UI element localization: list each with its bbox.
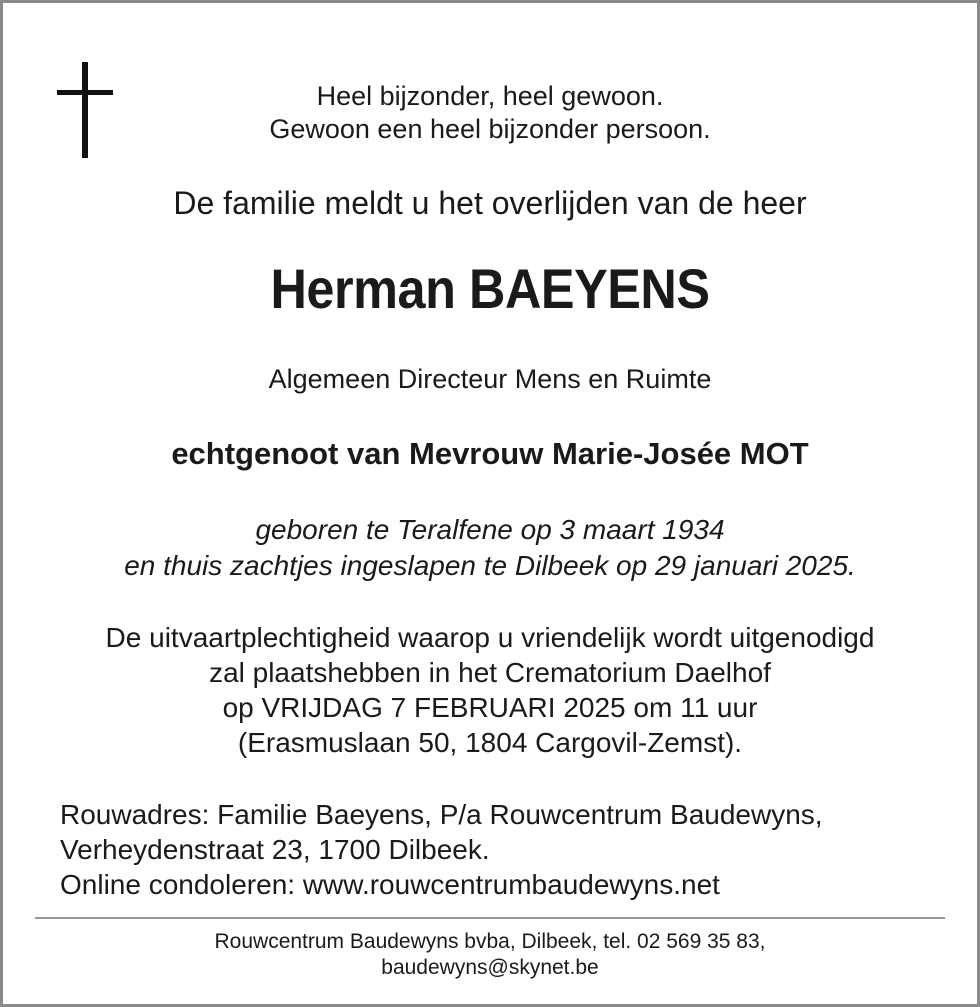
footer-email[interactable]: baudewyns@skynet.be [381, 956, 599, 979]
service-line-1: De uitvaartplechtigheid waarop u vriendelijk wordt uitgenodigd [105, 622, 875, 653]
online-condolence-link[interactable]: Online condoleren: www.rouwcentrumbaudewyns.net [60, 869, 720, 900]
condolence-address [60, 797, 823, 902]
service-line-2: zal plaatshebben in het Crematorium Daelhof [209, 657, 771, 688]
motto [45, 80, 935, 146]
address-line-1: Rouwadres: Familie Baeyens, P/a Rouwcentrum Baudewyns, [60, 799, 823, 830]
service-line-3: op VRIJDAG 7 FEBRUARI 2025 om 11 uur [222, 692, 758, 723]
footer-line-1: Rouwcentrum Baudewyns bvba, Dilbeek, tel. 02 569 35 83, [214, 930, 766, 953]
spouse-line: echtgenoot van Mevrouw Marie-Josée MOT [171, 436, 809, 471]
death-line: en thuis zachtjes ingeslapen te Dilbeek op 29 januari 2025. [124, 550, 856, 581]
service-details [0, 620, 980, 760]
life-dates [0, 512, 980, 584]
motto-line-2: Gewoon een heel bijzonder persoon. [269, 114, 711, 144]
deceased-title: Algemeen Directeur Mens en Ruimte [268, 364, 712, 394]
service-line-4: (Erasmuslaan 50, 1804 Cargovil-Zemst). [237, 727, 743, 758]
intro-text: De familie meldt u het overlijden van de heer [173, 185, 807, 221]
footer [0, 929, 980, 981]
deceased-name: Herman BAEYENS [270, 257, 710, 320]
birth-line: geboren te Teralfene op 3 maart 1934 [255, 514, 725, 545]
motto-line-1: Heel bijzonder, heel gewoon. [316, 81, 664, 111]
address-line-2: Verheydenstraat 23, 1700 Dilbeek. [60, 834, 490, 865]
footer-divider [35, 917, 945, 919]
